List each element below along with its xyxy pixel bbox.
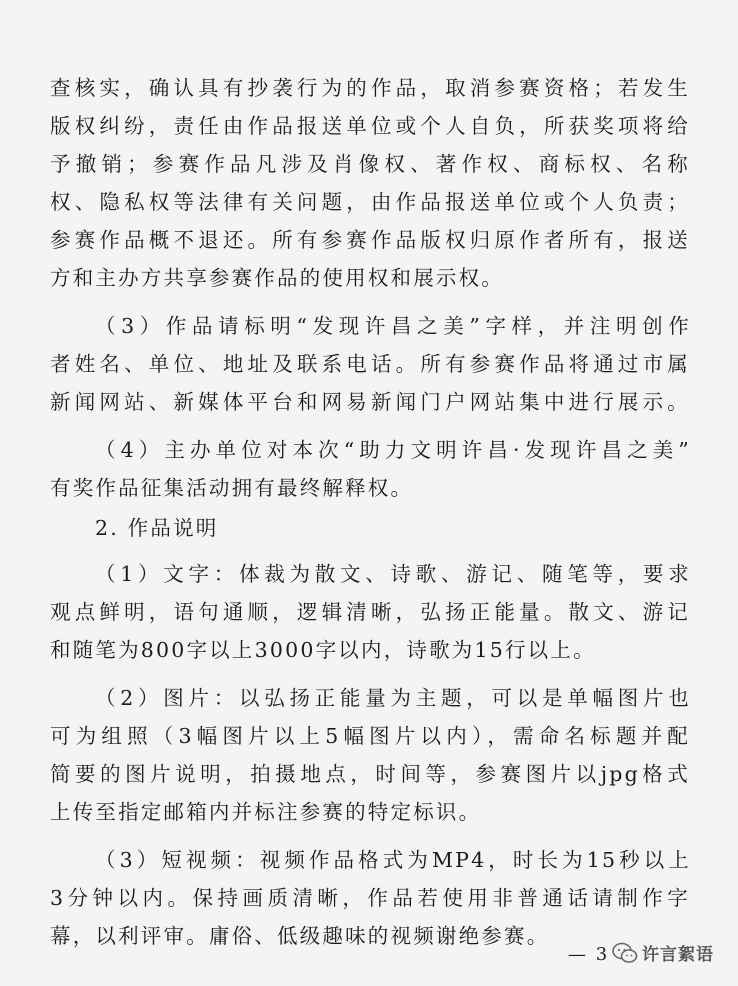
body-line: （3）作品请标明“发现许昌之美”字样，并注明创作: [95, 314, 691, 338]
body-line: 上传至指定邮箱内并标注参赛的特定标识。: [50, 800, 482, 824]
page-number: — 3: [568, 944, 610, 965]
body-line: 版权纠纷，责任由作品报送单位或个人自负，所获奖项将给: [50, 114, 690, 138]
body-line: 和随笔为800字以上3000字以内，诗歌为15行以上。: [50, 638, 596, 662]
body-line: 权、隐私权等法律有关问题，由作品报送单位或个人负责；: [50, 190, 690, 214]
body-line: 观点鲜明，语句通顺，逻辑清晰，弘扬正能量。散文、游记: [50, 600, 690, 624]
body-line: （4）主办单位对本次“助力文明许昌·发现许昌之美”: [95, 438, 691, 462]
body-line: （2）图片：以弘扬正能量为主题，可以是单幅图片也: [95, 686, 691, 710]
watermark: [612, 940, 714, 965]
body-line: 参赛作品概不退还。所有参赛作品版权归原作者所有，报送: [50, 228, 690, 252]
body-line: 方和主办方共享参赛作品的使用权和展示权。: [50, 266, 504, 290]
watermark-text: 许言絮语: [642, 945, 714, 965]
body-line: 简要的图片说明，拍摄地点，时间等，参赛图片以jpg格式: [50, 762, 690, 786]
body-line: 3分钟以内。保持画质清晰，作品若使用非普通话请制作字: [50, 886, 690, 910]
body-line: （1）文字：体裁为散文、诗歌、游记、随笔等，要求: [95, 562, 691, 586]
body-line: 查核实，确认具有抄袭行为的作品，取消参赛资格；若发生: [50, 76, 690, 100]
body-line: 新闻网站、新媒体平台和网易新闻门户网站集中进行展示。: [50, 390, 690, 414]
body-line: 有奖作品征集活动拥有最终解释权。: [50, 476, 414, 500]
body-line: 幕，以利评审。庸俗、低级趣味的视频谢绝参赛。: [50, 924, 550, 948]
body-line: 予撤销；参赛作品凡涉及肖像权、著作权、商标权、名称: [50, 152, 690, 176]
section-heading: 2. 作品说明: [95, 516, 219, 540]
wechat-icon: [612, 942, 638, 964]
body-line: 可为组照（3幅图片以上5幅图片以内），需命名标题并配: [50, 724, 690, 748]
body-line: 者姓名、单位、地址及联系电话。所有参赛作品将通过市属: [50, 352, 690, 376]
body-line: （3）短视频：视频作品格式为MP4，时长为15秒以上: [95, 848, 691, 872]
